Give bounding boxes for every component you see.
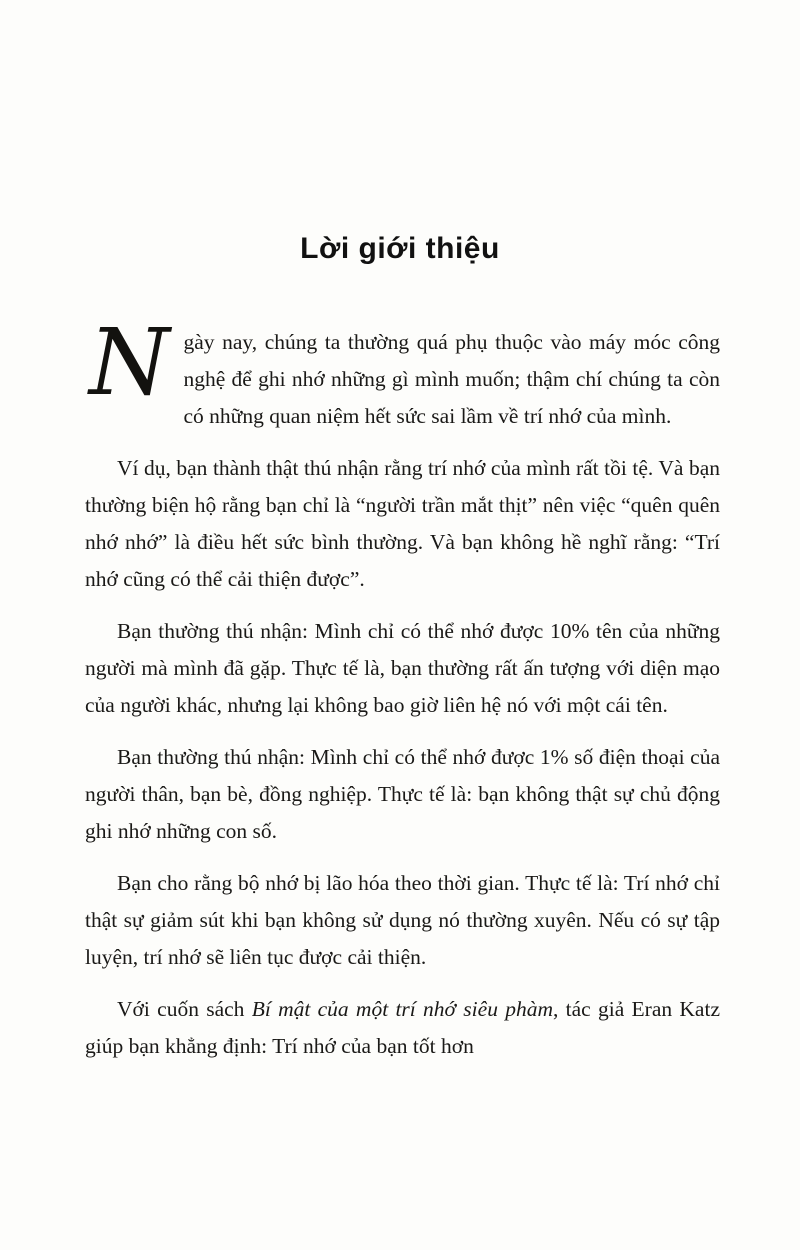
paragraph <box>85 309 720 435</box>
paragraph <box>85 450 720 598</box>
dropcap-letter: N <box>89 309 170 416</box>
text-segment: Với cuốn sách <box>117 997 252 1021</box>
paragraph <box>85 739 720 850</box>
text-segment: Bạn thường thú nhận: Mình chỉ có thể nhớ được 10% tên của những người mà mình đã gặp. Thực tế là, bạn thường rất ấn tượng với diện mạo của người khác, nhưng lại không bao giờ liên hệ nó với một cái tên. <box>85 619 720 717</box>
text-segment: gày nay, chúng ta thường quá phụ thuộc vào máy móc công nghệ để ghi nhớ những gì mình muốn; thậm chí chúng ta còn có những quan niệm hết sức sai lầm về trí nhớ của mình. <box>183 330 720 428</box>
text-segment: Bạn thường thú nhận: Mình chỉ có thể nhớ được 1% số điện thoại của người thân, bạn bè, đồng nghiệp. Thực tế là: bạn không thật sự chủ động ghi nhớ những con số. <box>85 745 720 843</box>
text-segment: Ví dụ, bạn thành thật thú nhận rằng trí nhớ của mình rất tồi tệ. Và bạn thường biện hộ rằng bạn chỉ là “người trần mắt thịt” nên việc “quên quên nhớ nhớ” là điều hết sức bình thường. Và bạn không hề nghĩ rằng: “Trí nhớ cũng có thể cải thiện được”. <box>85 456 720 591</box>
body-text <box>0 309 800 1065</box>
paragraph <box>85 865 720 976</box>
paragraph <box>85 991 720 1065</box>
book-title-italic: Bí mật của một trí nhớ siêu phàm <box>251 997 553 1021</box>
paragraph <box>85 613 720 724</box>
text-segment: , tác giả Eran Katz giúp bạn khẳng định: Trí nhớ của bạn tốt hơn <box>85 997 720 1058</box>
text-segment: Bạn cho rằng bộ nhớ bị lão hóa theo thời gian. Thực tế là: Trí nhớ chỉ thật sự giảm sút khi bạn không sử dụng nó thường xuyên. Nếu có sự tập luyện, trí nhớ sẽ liên tục được cải thiện. <box>85 871 720 969</box>
page-title: Lời giới thiệu <box>300 232 500 265</box>
